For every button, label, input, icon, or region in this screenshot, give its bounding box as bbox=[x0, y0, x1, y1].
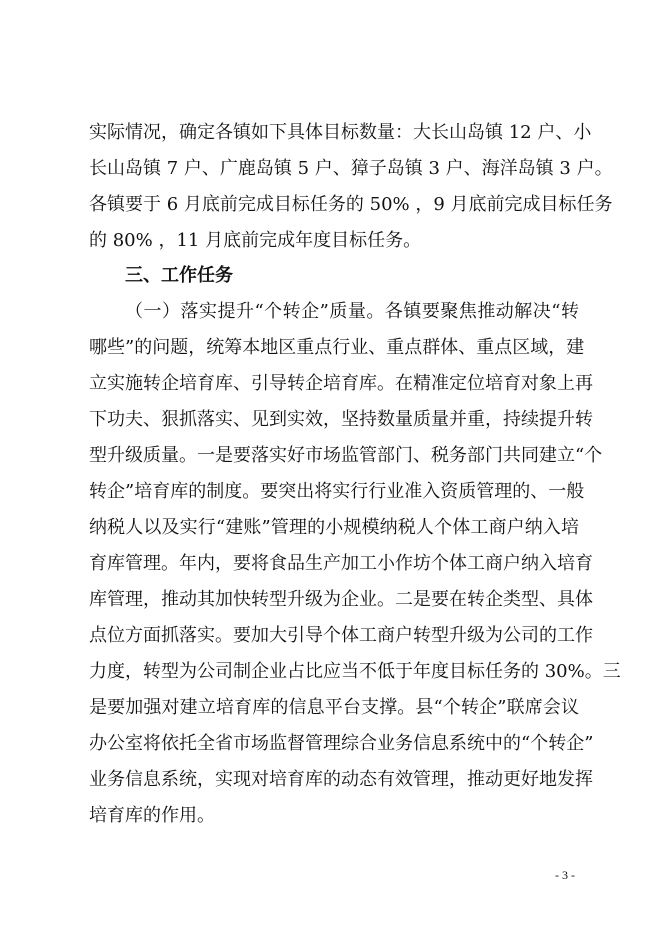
paragraph-line: 型升级质量。一是要落实好市场监管部门、税务部门共同建立“个 bbox=[89, 445, 603, 466]
paragraph-line: 库管理，推动其加快转型升级为企业。二是要在转企类型、具体 bbox=[89, 589, 593, 610]
section-heading: 三、工作任务 bbox=[125, 265, 233, 286]
paragraph-line: 哪些”的问题，统筹本地区重点行业、重点群体、重点区域，建 bbox=[89, 337, 585, 358]
paragraph-line: （一）落实提升“个转企”质量。各镇要聚焦推动解决“转 bbox=[125, 301, 579, 322]
paragraph-line: 点位方面抓落实。要加大引导个体工商户转型升级为公司的工作 bbox=[89, 625, 593, 646]
paragraph-line: 实际情况，确定各镇如下具体目标数量：大长山岛镇 12 户、小 bbox=[89, 122, 592, 143]
paragraph-line: 立实施转企培育库、引导转企培育库。在精准定位培育对象上再 bbox=[89, 373, 593, 394]
paragraph-line: 各镇要于 6 月底前完成目标任务的 50% ，9 月底前完成目标任务 bbox=[89, 194, 613, 215]
paragraph-line: 力度，转型为公司制企业占比应当不低于年度目标任务的 30%。三 bbox=[89, 661, 621, 682]
paragraph-line: 培育库的作用。 bbox=[89, 805, 215, 826]
paragraph-line: 下功夫、狠抓落实、见到实效，坚持数量质量并重，持续提升转 bbox=[89, 409, 593, 430]
paragraph-line: 是要加强对建立培育库的信息平台支撑。县“个转企”联席会议 bbox=[89, 697, 579, 718]
paragraph-line: 转企”培育库的制度。要突出将实行行业准入资质管理的、一般 bbox=[89, 481, 585, 502]
paragraph-line: 纳税人以及实行“建账”管理的小规模纳税人个体工商户纳入培 bbox=[89, 517, 579, 538]
paragraph-line: 育库管理。年内，要将食品生产加工小作坊个体工商户纳入培育 bbox=[89, 553, 593, 574]
page-number: - 3 - bbox=[555, 868, 575, 882]
paragraph-line: 办公室将依托全省市场监督管理综合业务信息系统中的“个转企” bbox=[89, 733, 594, 754]
paragraph-line: 业务信息系统，实现对培育库的动态有效管理，推动更好地发挥 bbox=[89, 769, 593, 790]
paragraph-line: 的 80% ，11 月底前完成年度目标任务。 bbox=[89, 230, 422, 251]
paragraph-line: 长山岛镇 7 户、广鹿岛镇 5 户、獐子岛镇 3 户、海洋岛镇 3 户。 bbox=[89, 158, 613, 179]
